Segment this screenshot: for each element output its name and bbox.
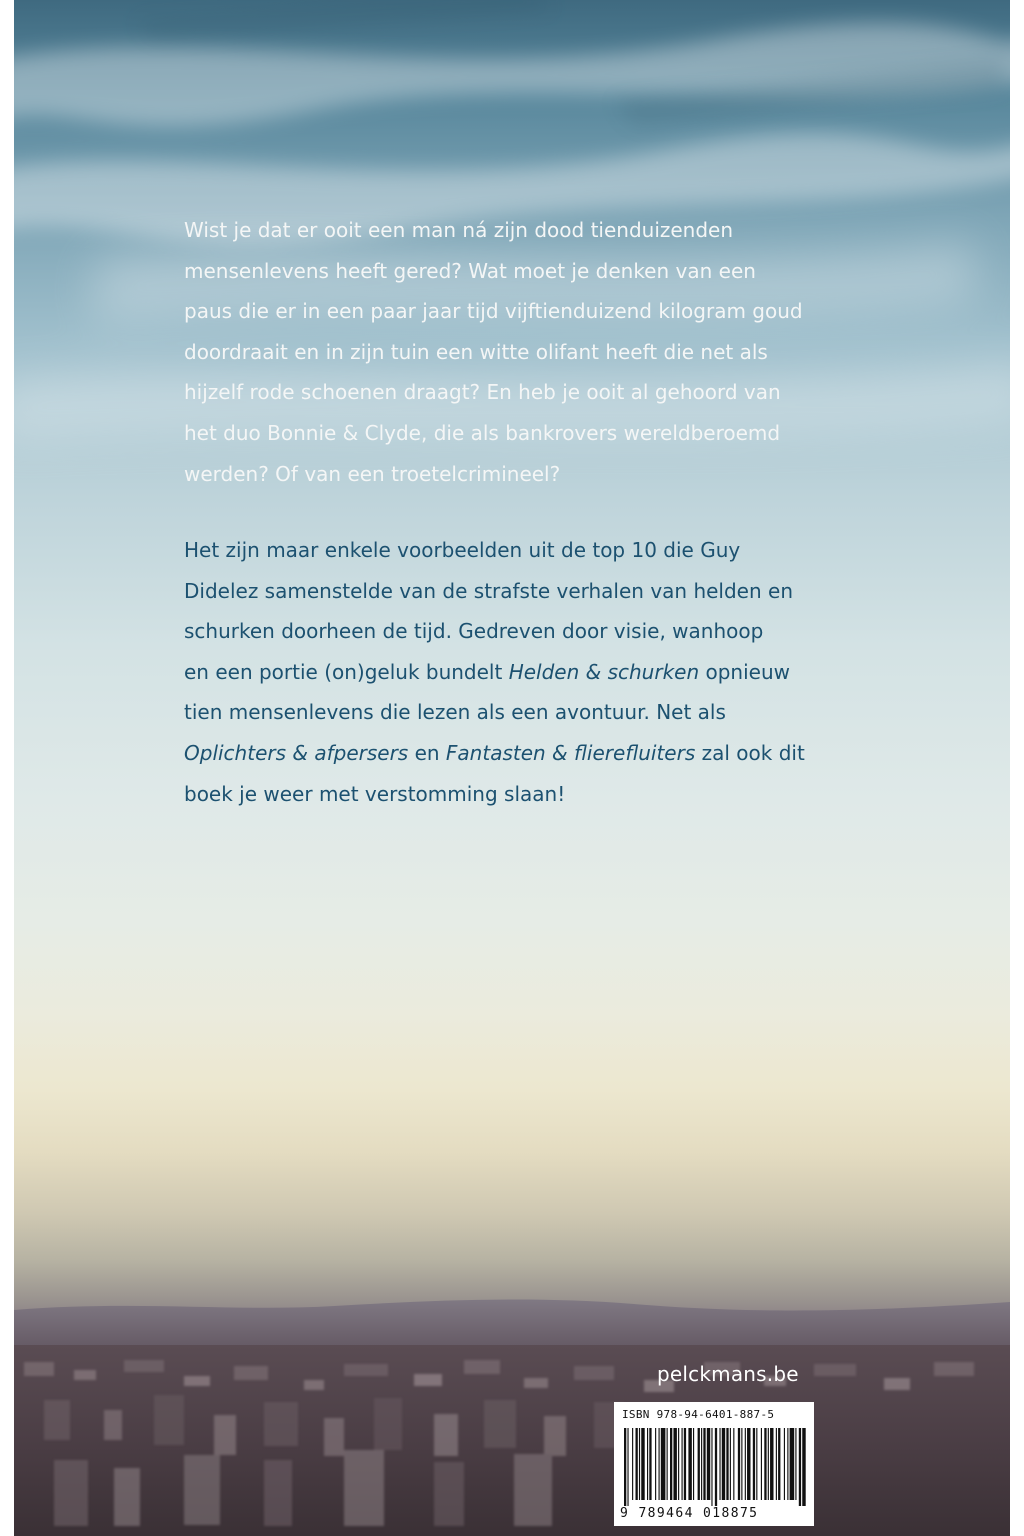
blurb-text: en <box>408 740 446 765</box>
barcode-bar <box>636 1428 638 1500</box>
book-title-helden-schurken: Helden & schurken <box>508 659 700 684</box>
barcode-bar <box>649 1428 651 1500</box>
barcode-bar <box>703 1428 705 1500</box>
barcode-bar <box>790 1428 795 1500</box>
barcode-bar <box>745 1428 746 1500</box>
barcode-bar <box>641 1428 644 1500</box>
barcode-bar <box>661 1428 666 1500</box>
barcode-bar <box>639 1428 640 1500</box>
blurb-line: paus die er in een paar jaar tijd vijftienduizend kilogram goud <box>184 299 803 324</box>
barcode-bar <box>787 1428 788 1500</box>
barcode-bar <box>711 1428 712 1506</box>
barcode-bar <box>795 1428 796 1500</box>
blurb-paragraph-1 <box>184 210 844 494</box>
barcode-bar <box>726 1428 728 1500</box>
barcode-bar <box>715 1428 717 1506</box>
barcode-bar <box>778 1428 780 1500</box>
barcode-bar <box>768 1428 769 1500</box>
isbn-barcode-box <box>614 1402 814 1526</box>
blurb-line: tien mensenlevens die lezen als een avontuur. Net als <box>184 700 726 725</box>
barcode-bar <box>764 1428 766 1500</box>
blurb-paragraph-2 <box>184 530 844 814</box>
blurb-line: mensenlevens heeft gered? Wat moet je denken van een <box>184 258 756 283</box>
blurb-line <box>184 733 844 774</box>
barcode-bar <box>698 1428 700 1500</box>
barcode-bar <box>688 1428 691 1500</box>
barcode-bar <box>719 1428 720 1500</box>
barcode-bar <box>655 1428 656 1500</box>
barcode-bar <box>733 1428 734 1500</box>
blurb-line: hijzelf rode schoenen draagt? En heb je ooit al gehoord van <box>184 380 781 405</box>
cover-background <box>14 0 1010 1536</box>
barcode-bar <box>738 1428 740 1500</box>
book-title-fantasten-flierefluiters: Fantasten & flierefluiters <box>445 740 696 765</box>
blurb-text: zal ook dit <box>695 740 805 765</box>
barcode-bar <box>684 1428 686 1500</box>
barcode-bar <box>776 1428 777 1500</box>
barcode-bar <box>784 1428 785 1500</box>
publisher-url: pelckmans.be <box>657 1362 799 1386</box>
blurb-line: boek je weer met verstomming slaan! <box>184 781 566 806</box>
barcode-icon <box>622 1428 806 1506</box>
barcode-bar <box>670 1428 672 1500</box>
barcode-bar <box>802 1428 805 1506</box>
blurb-text: en een portie (on)geluk bundelt <box>184 659 509 684</box>
barcode-bar <box>682 1428 683 1500</box>
barcode-bar <box>756 1428 757 1500</box>
barcode-bar <box>747 1428 750 1500</box>
barcode-digits: 9 789464 018875 <box>620 1506 759 1521</box>
blurb-line: Het zijn maar enkele voorbeelden uit de top 10 die Guy <box>184 538 741 562</box>
barcode-bar <box>741 1428 742 1500</box>
blurb-line: Wist je dat er ooit een man ná zijn dood tienduizenden <box>184 218 734 242</box>
barcode-bar <box>693 1428 694 1500</box>
barcode-bar <box>753 1428 755 1500</box>
book-title-oplichters-afpersers: Oplichters & afpersers <box>184 740 409 765</box>
barcode-bar <box>707 1428 710 1500</box>
barcode-bar <box>701 1428 702 1500</box>
blurb-text: opnieuw <box>699 659 790 684</box>
barcode-bar <box>730 1428 731 1500</box>
blurb-line: doordraait en in zijn tuin een witte olifant heeft die net als <box>184 339 768 364</box>
city-skyline <box>14 1290 1010 1536</box>
barcode-bar <box>761 1428 762 1500</box>
barcode-bar <box>624 1428 626 1506</box>
barcode-bar <box>673 1428 676 1500</box>
barcode-bar <box>627 1428 628 1506</box>
isbn-label: ISBN 978-94-6401-887-5 <box>622 1408 775 1421</box>
blurb-line: werden? Of van een troetelcrimineel? <box>184 461 561 486</box>
barcode-bar <box>647 1428 648 1500</box>
barcode-bar <box>770 1428 773 1500</box>
barcode-bar <box>678 1428 679 1500</box>
blurb-line: schurken doorheen de tijd. Gedreven door visie, wanhoop <box>184 619 764 644</box>
barcode-bar <box>659 1428 660 1500</box>
blurb-line: Didelez samenstelde van de strafste verhalen van helden en <box>184 578 793 603</box>
barcode-bar <box>632 1428 633 1500</box>
barcode-bar <box>667 1428 668 1500</box>
blurb-line: het duo Bonnie & Clyde, die als bankrovers wereldberoemd <box>184 420 781 445</box>
barcode-bar <box>722 1428 725 1500</box>
barcode-bar <box>799 1428 801 1506</box>
blurb-line <box>184 652 844 693</box>
